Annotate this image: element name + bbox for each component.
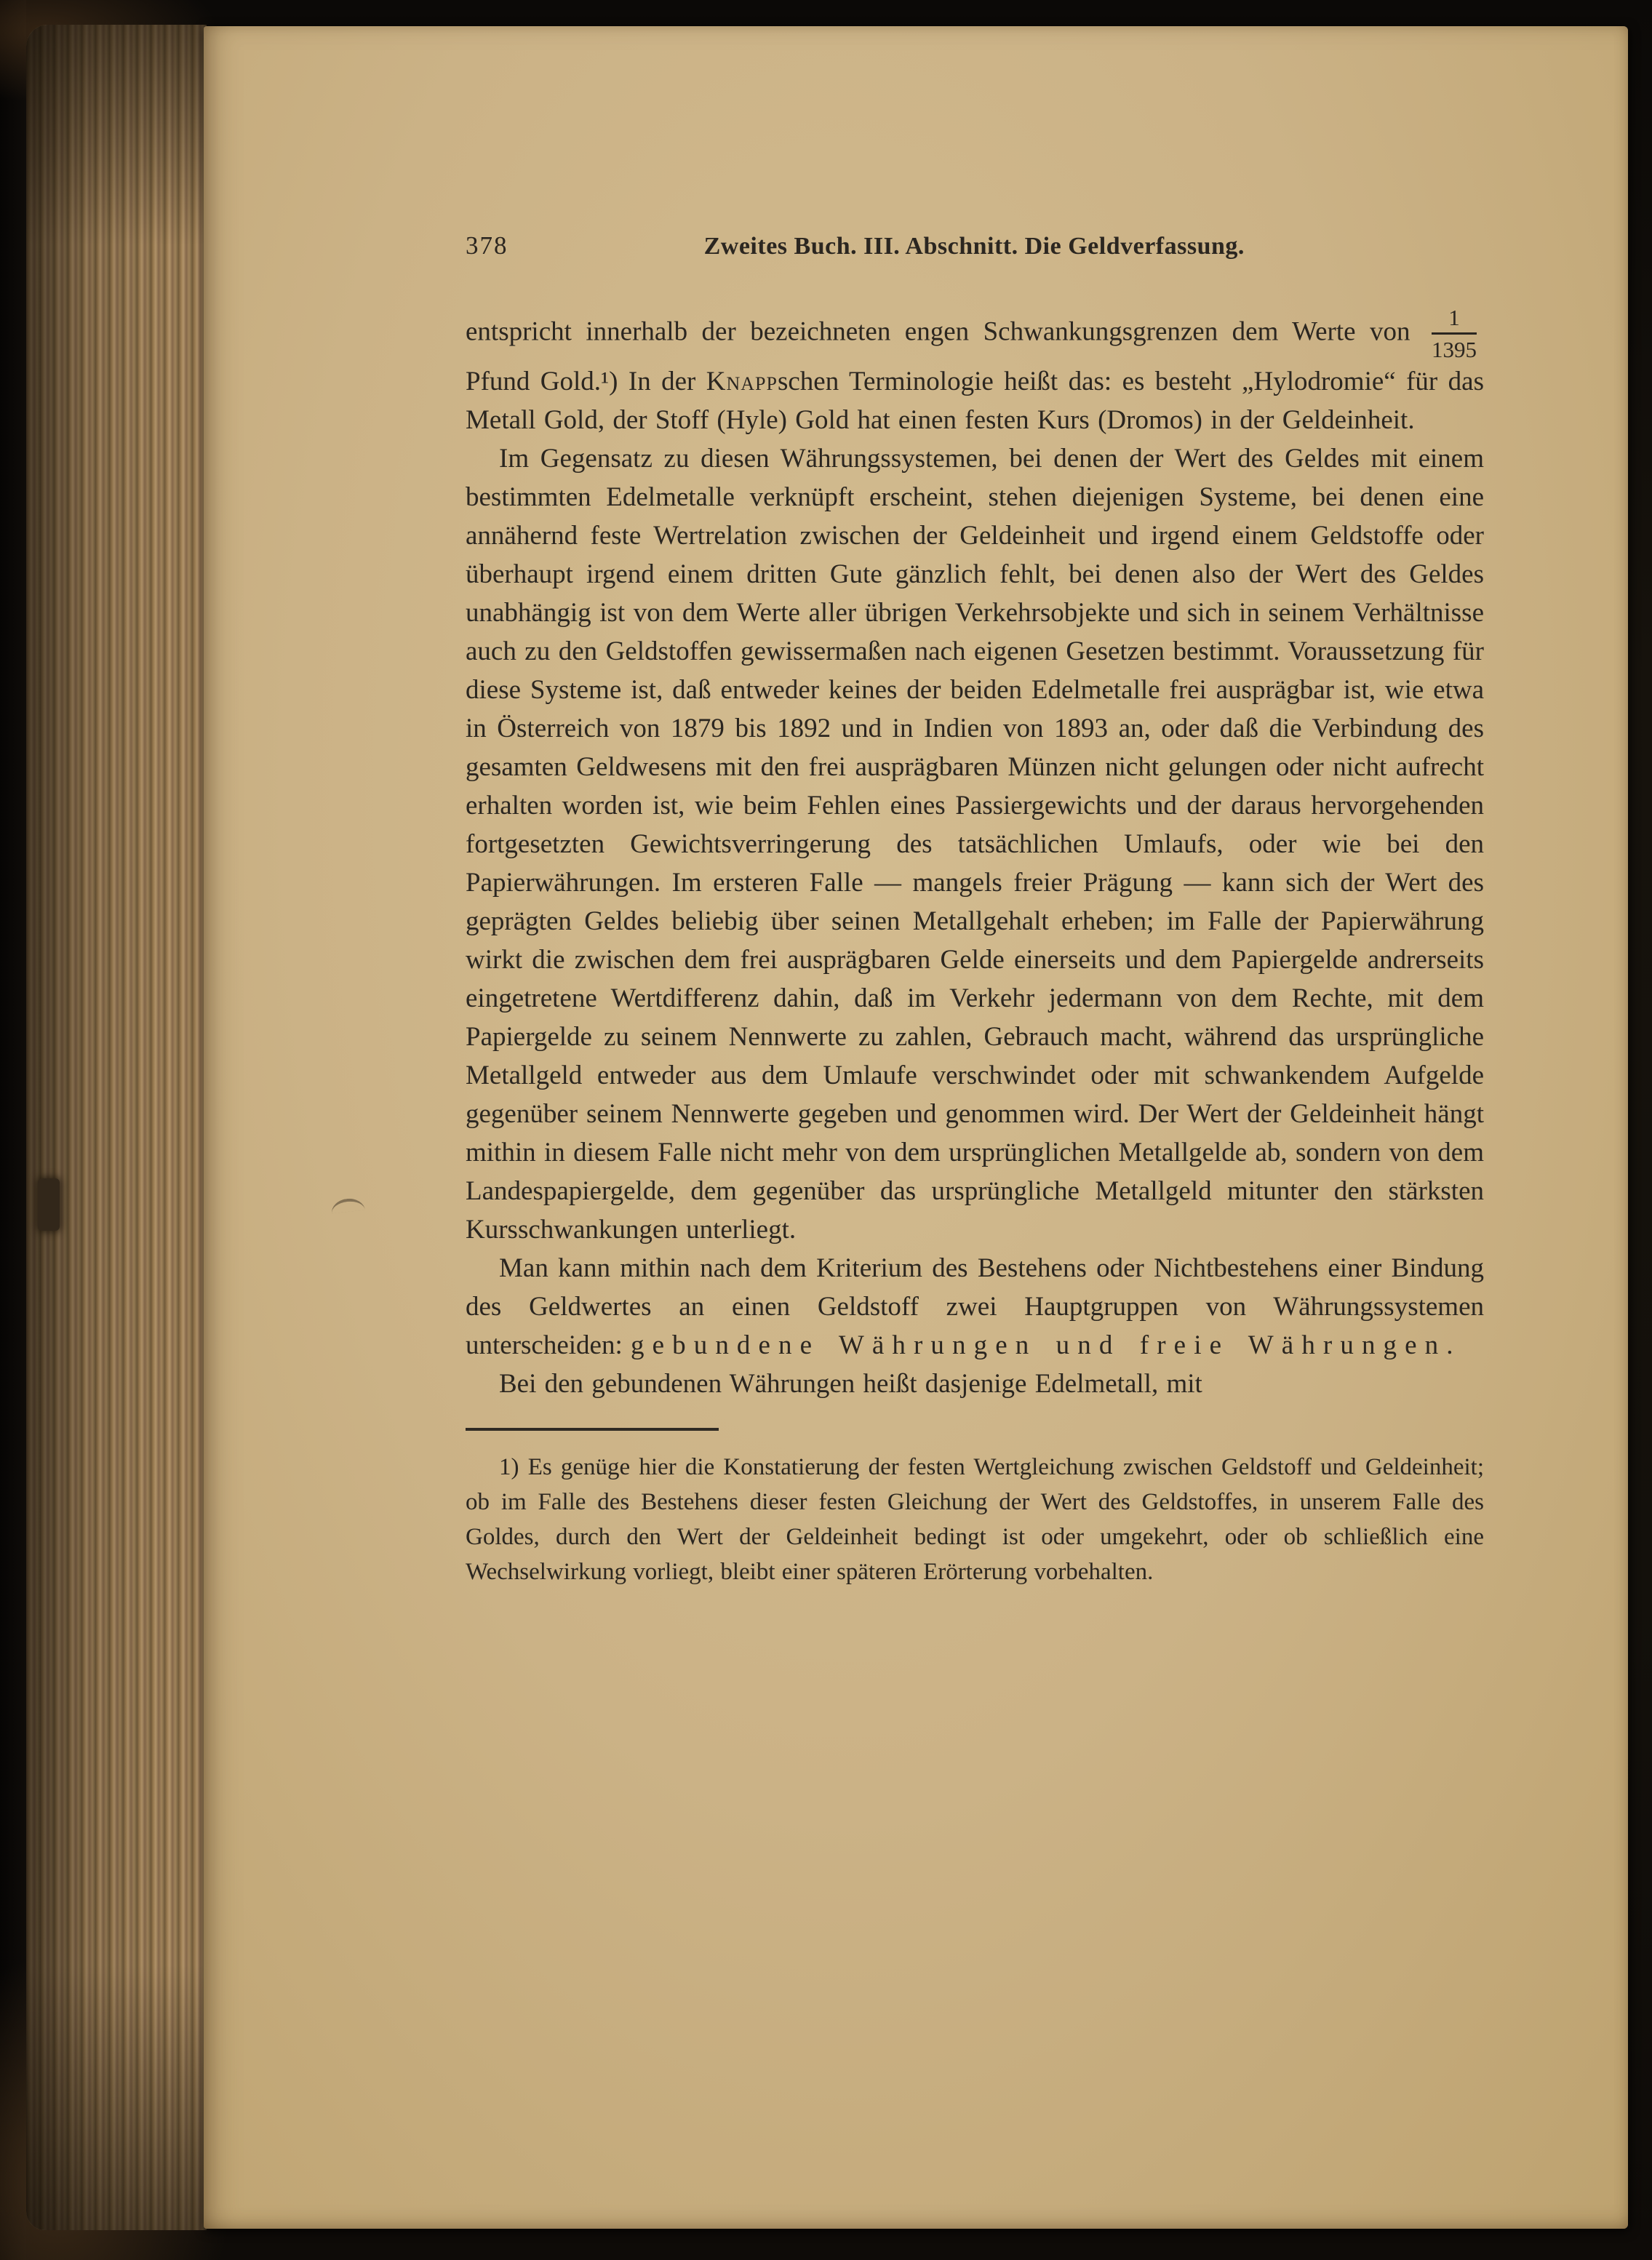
fraction bbox=[1432, 306, 1477, 362]
page-edges-shading bbox=[26, 25, 207, 2230]
footnote: 1) Es genüge hier die Konstatierung der festen Wertgleichung zwischen Geldstoff und Geldeinheit; ob im Falle des Bestehens dieser festen Gleichung der Wert des Geldstoffes, in unserem Falle des Goldes, durch den Wert der Geldeinheit bedingt ist oder umgekehrt, oder ob schließlich eine Wechselwirkung vorliegt, bleibt einer späteren Erörterung vorbehalten. bbox=[466, 1454, 1484, 1585]
paragraph-text: entspricht innerhalb der bezeichneten engen Schwankungsgrenzen dem Werte von bbox=[466, 316, 1424, 347]
paragraph-text: Pfund Gold.¹) In der bbox=[466, 367, 706, 396]
running-header-title: Zweites Buch. III. Abschnitt. Die Geldverfassung. bbox=[703, 233, 1245, 260]
book-binding bbox=[0, 0, 218, 2260]
paragraph-1 bbox=[466, 306, 1484, 439]
paragraph-2: Im Gegensatz zu diesen Währungssystemen, bei denen der Wert des Geldes mit einem bestimmten Edelmetalle verknüpft erscheint, stehen diejenigen Systeme, bei denen eine annähernd feste Wertrelation zwischen der Geldeinheit und irgend einem Geldstoffe oder überhaupt irgend einem dritten Gute gänzlich fehlt, bei denen also der Wert des Geldes unabhängig ist von dem Werte aller übrigen Verkehrsobjekte und sich in seinem Verhältnisse auch zu den Geldstoffen gewissermaßen nach eigenen Gesetzen bestimmt. Voraussetzung für diese Systeme ist, daß entweder keines der beiden Edelmetalle frei ausprägbar ist, wie etwa in Österreich von 1879 bis 1892 und in Indien von 1893 an, oder daß die Verbindung des gesamten Geldwesens mit den frei ausprägbaren Münzen nicht gelungen oder nicht aufrecht erhalten worden ist, wie beim Fehlen eines Passiergewichts und der daraus hervorgehenden fortgesetzten Gewichtsverringerung des tatsächlichen Umlaufs, oder wie bei den Papierwährungen. Im ersteren Falle — mangels freier Prägung — kann sich der Wert des geprägten Geldes beliebig über seinen Metallgehalt erheben; im Falle der Papierwährung wirkt die zwischen dem frei ausprägbaren Gelde einerseits und dem Papiergelde andrerseits eingetretene Wertdifferenz dahin, daß im Verkehr jedermann von dem Rechte, mit dem Papiergelde zu seinem Nennwerte zu zahlen, Gebrauch macht, während das ursprüngliche Metallgeld entweder aus dem Umlaufe verschwindet oder mit schwankendem Aufgelde gegenüber seinem Nennwerte gegeben und genommen wird. Der Wert der Geldeinheit hängt mithin in diesem Falle nicht mehr von dem ursprünglichen Metallgelde ab, sondern von dem Landespapiergelde, dem gegenüber das ursprüngliche Metallgeld mitunter den stärksten Kursschwankungen unterliegt. bbox=[466, 444, 1484, 1245]
body-text bbox=[466, 306, 1484, 1403]
emphasized-spaced-text: gebundene Währungen und freie Währungen. bbox=[631, 1330, 1461, 1360]
binding-stitch-mark bbox=[38, 1178, 60, 1231]
paragraph-text: schen Terminologie heißt das: es besteht „Hylodromie“ für das Metall Gold, der Stoff (Hyle) Gold hat einen festen Kurs (Dromos) in der Geldeinheit. bbox=[466, 367, 1484, 435]
fraction-denominator: 1395 bbox=[1432, 337, 1477, 362]
paragraph-text: Man kann mithin nach dem Kriterium des Bestehens oder Nichtbestehens einer Bindung des Geldwertes an einen Geldstoff zwei Hauptgruppen von Währungssystemen unterscheiden: bbox=[466, 1253, 1484, 1360]
paragraph-4: Bei den gebundenen Währungen heißt dasjenige Edelmetall, mit bbox=[499, 1369, 1202, 1399]
running-head bbox=[466, 231, 1484, 260]
paragraph-3 bbox=[466, 1249, 1484, 1365]
page-number: 378 bbox=[466, 231, 508, 260]
smallcaps-name: Knapp bbox=[706, 367, 778, 396]
footnote-separator-rule bbox=[466, 1428, 719, 1431]
book-page bbox=[204, 26, 1628, 2229]
page-content bbox=[466, 231, 1484, 1589]
fraction-numerator: 1 bbox=[1432, 306, 1477, 335]
book-cover-strip bbox=[0, 0, 26, 2260]
